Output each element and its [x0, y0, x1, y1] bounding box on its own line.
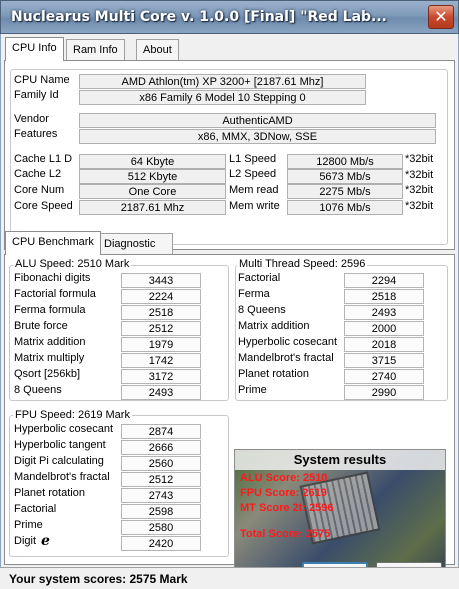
cache-l2-label: Cache L2 — [14, 168, 62, 180]
mt-title: Multi Thread Speed: 2596 — [239, 258, 366, 270]
alu-row-value: 2493 — [121, 385, 201, 400]
system-results-title: System results — [235, 450, 445, 470]
fpu-row-label: Hyperbolic tangent — [14, 439, 106, 451]
mt-row-value: 2000 — [344, 321, 424, 336]
fpu-row-label: Hyperbolic cosecant — [14, 423, 114, 435]
tab-diagnostic[interactable]: Diagnostic — [97, 233, 173, 255]
family-id-value: x86 Family 6 Model 10 Stepping 0 — [79, 90, 366, 105]
alu-row-value: 1742 — [121, 353, 201, 368]
title-bar — [0, 0, 459, 34]
fpu-row-value: 2666 — [121, 440, 201, 455]
features-value: x86, MMX, 3DNow, SSE — [79, 129, 436, 144]
mem-write-label: Mem write — [229, 200, 280, 212]
alu-row-value: 2224 — [121, 289, 201, 304]
fpu-row-label: Prime — [14, 519, 43, 531]
mem-read-value: 2275 Mb/s — [287, 184, 403, 199]
mt-row-label: Mandelbrot's fractal — [238, 352, 334, 364]
vendor-value: AuthenticAMD — [79, 113, 436, 128]
cache-l1d-label: Cache L1 D — [14, 153, 73, 165]
alu-row-value: 3443 — [121, 273, 201, 288]
family-id-label: Family Id — [14, 89, 59, 101]
core-num-value: One Core — [79, 184, 226, 199]
mem-write-value: 1076 Mb/s — [287, 200, 403, 215]
mem-read-label: Mem read — [229, 184, 279, 196]
mt-row-value: 2493 — [344, 305, 424, 320]
mt-row-label: Matrix addition — [238, 320, 310, 332]
fpu-row-value: 2874 — [121, 424, 201, 439]
mt-row-label: Prime — [238, 384, 267, 396]
cache-l1d-value: 64 Kbyte — [79, 154, 226, 169]
alu-row-label: Matrix addition — [14, 336, 86, 348]
tab-cpu-benchmark[interactable]: CPU Benchmark — [5, 231, 101, 255]
l1-speed-value: 12800 Mb/s — [287, 154, 403, 169]
features-label: Features — [14, 128, 58, 140]
tab-cpu-info[interactable]: CPU Info — [5, 37, 64, 61]
alu-row-label: 8 Queens — [14, 384, 62, 396]
cpu-name-label: CPU Name — [14, 74, 70, 86]
fpu-row-label: Factorial — [14, 503, 57, 515]
alu-row-label: Fibonachi digits — [14, 272, 91, 284]
fpu-row-value: 2420 — [121, 536, 201, 551]
fpu-row-value: 2580 — [121, 520, 201, 535]
fpu-row-value: 2560 — [121, 456, 201, 471]
alu-row-label: Qsort [256kb] — [14, 368, 81, 380]
mt-row-label: 8 Queens — [238, 304, 286, 316]
fpu-score-line: FPU Score: 2619 — [240, 487, 327, 499]
alu-row-label: Factorial formula — [14, 288, 96, 300]
l2-speed-label: L2 Speed — [229, 168, 277, 180]
digit-e-symbol: e — [41, 533, 50, 549]
mt-row-label: Hyperbolic cosecant — [238, 336, 338, 348]
l1-speed-label: L1 Speed — [229, 153, 277, 165]
tab-about[interactable]: About — [136, 39, 179, 61]
mt-row-value: 2990 — [344, 385, 424, 400]
fpu-row-label: Digit — [14, 535, 37, 547]
alu-row-label: Matrix multiply — [14, 352, 85, 364]
l1-speed-bits: *32bit — [405, 153, 434, 165]
core-speed-label: Core Speed — [14, 200, 73, 212]
fpu-row-label: Planet rotation — [14, 487, 85, 499]
l2-speed-bits: *32bit — [405, 169, 434, 181]
mt-row-label: Planet rotation — [238, 368, 309, 380]
alu-row-value: 2518 — [121, 305, 201, 320]
mt-row-value: 2518 — [344, 289, 424, 304]
core-num-label: Core Num — [14, 184, 65, 196]
fpu-title: FPU Speed: 2619 Mark — [15, 409, 130, 421]
status-bar: Your system scores: 2575 Mark — [0, 567, 459, 589]
mem-write-bits: *32bit — [405, 200, 434, 212]
mem-read-bits: *32bit — [405, 184, 434, 196]
alu-row-label: Ferma formula — [14, 304, 86, 316]
fpu-row-value: 2512 — [121, 472, 201, 487]
fpu-row-value: 2743 — [121, 488, 201, 503]
main-window — [0, 34, 459, 567]
tab-ram-info[interactable]: Ram Info — [66, 39, 125, 61]
alu-row-value: 2512 — [121, 321, 201, 336]
alu-title: ALU Speed: 2510 Mark — [15, 258, 130, 270]
mt-score-line: MT Score 2t: 2596 — [240, 502, 334, 514]
cache-l2-value: 512 Kbyte — [79, 169, 226, 184]
vendor-label: Vendor — [14, 113, 49, 125]
alu-score-line: ALU Score: 2510 — [240, 472, 328, 484]
mt-row-label: Factorial — [238, 272, 281, 284]
cpu-name-value: AMD Athlon(tm) XP 3200+ [2187.61 Mhz] — [79, 74, 366, 89]
fpu-row-label: Digit Pi calculating — [14, 455, 104, 467]
mt-row-label: Ferma — [238, 288, 270, 300]
alu-row-value: 3172 — [121, 369, 201, 384]
fpu-row-value: 2598 — [121, 504, 201, 519]
mt-row-value: 2294 — [344, 273, 424, 288]
mt-row-value: 2740 — [344, 369, 424, 384]
mt-row-value: 2018 — [344, 337, 424, 352]
fpu-row-label: Mandelbrot's fractal — [14, 471, 110, 483]
alu-row-label: Brute force — [14, 320, 68, 332]
cpu-info-panel — [4, 60, 455, 250]
l2-speed-value: 5673 Mb/s — [287, 169, 403, 184]
window-title: Nuclearus Multi Core v. 1.0.0 [Final] "Red Lab... — [11, 9, 387, 25]
total-score-line: Total Score: 2575 — [240, 528, 331, 540]
alu-row-value: 1979 — [121, 337, 201, 352]
core-speed-value: 2187.61 Mhz — [79, 200, 226, 215]
close-window-button[interactable]: ✕ — [428, 5, 454, 29]
mt-row-value: 3715 — [344, 353, 424, 368]
